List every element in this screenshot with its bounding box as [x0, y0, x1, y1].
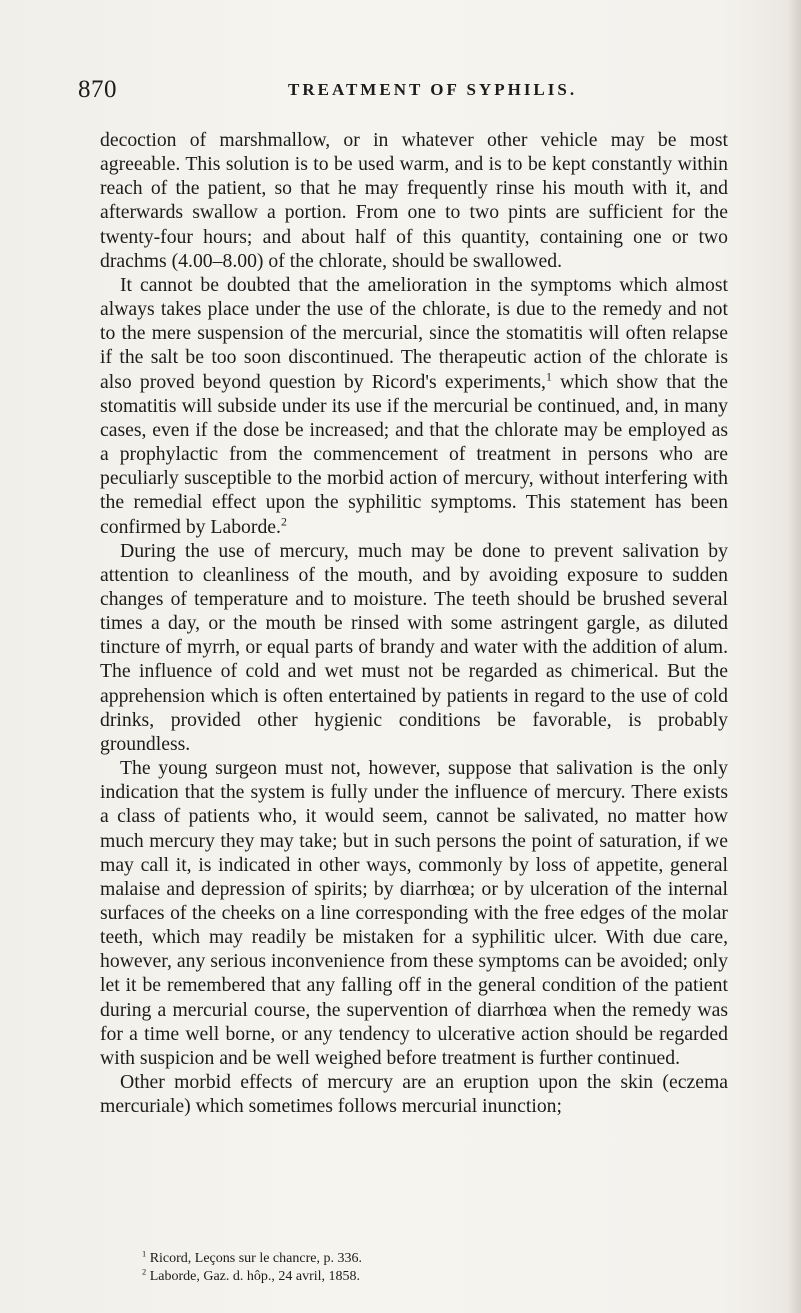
footnote-marker: 1 — [142, 1249, 147, 1259]
page-edge-shadow — [787, 0, 801, 1313]
running-head: TREATMENT OF SYPHILIS. — [288, 80, 578, 99]
paragraph — [100, 273, 728, 539]
footnote-ref: 2 — [280, 513, 287, 528]
paragraph-text: which show that the stomatitis will subside under its use if the mercurial be continued, and, in many cases, even if the dose be increased; and that the chlorate may be employed as a prophylactic from the commencement of treatment in persons who are peculiarly susceptible to the morbid action of mercury, without interfering with the remedial effect upon the syphilitic symptoms. This statement has been confirmed by Laborde. — [100, 370, 728, 538]
footnote-text: Ricord, Leçons sur le chancre, p. 336. — [146, 1251, 362, 1266]
page-number: 870 — [78, 76, 117, 103]
footnote-ref: 1 — [545, 369, 552, 383]
page-header — [78, 76, 718, 112]
paragraph: Other morbid effects of mercury are an eruption upon the skin (eczema mercuriale) which sometimes follows mercurial inunction; — [100, 1071, 728, 1118]
footnote — [142, 1268, 728, 1286]
paragraph: During the use of mercury, much may be done to prevent salivation by attention to cleanliness of the mouth, and by avoiding exposure to sudden changes of temperature and to moisture. The teeth should be brushed several times a day, or the mouth be rinsed with some astringent gargle, as diluted tincture of myrrh, or equal parts of brandy and water with the addition of alum. The influence of cold and wet must not be regarded as chimerical. But the apprehension which is often entertained by patients in regard to the use of cold drinks, provided other hygienic conditions be favorable, is probably groundless. — [100, 539, 728, 755]
paragraph: decoction of marshmallow, or in whatever other vehicle may be most agreeable. This solution is to be used warm, and is to be kept constantly within reach of the patient, so that he may frequently rinse his mouth with it, and afterwards swallow a portion. From one to two pints are sufficient for the twenty-four hours; and about half of this quantity, containing one or two drachms (4.00–8.00) of the chlorate, should be swallowed. — [100, 129, 728, 272]
footnotes — [100, 1250, 728, 1286]
footnote-text: Laborde, Gaz. d. hôp., 24 avril, 1858. — [146, 1269, 361, 1284]
body-text — [100, 128, 728, 1118]
footnote — [142, 1250, 728, 1268]
paragraph: The young surgeon must not, however, suppose that salivation is the only indication that the system is fully under the influence of mercury. There exists a class of patients who, it would seem, cannot be salivated, no matter how much mercury they may take; but in such persons the point of saturation, if we may call it, is indicated in other ways, commonly by loss of appetite, general malaise and depression of spirits; by diarrhœa; or by ulceration of the internal surfaces of the cheeks on a line corresponding with the free edges of the molar teeth, which may readily be mistaken for a syphilitic ulcer. With due care, however, any serious inconvenience from these symptoms can be avoided; only let it be remembered that any falling off in the general condition of the patient during a mercurial course, the supervention of diarrhœa when the remedy was for a time well borne, or any tendency to ulcerative action should be regarded with suspicion and be well weighed before treatment is further continued. — [100, 757, 728, 1069]
footnote-marker: 2 — [142, 1267, 147, 1277]
paragraph-text: It cannot be doubted that the amelioration in the symptoms which almost always takes place under the use of the chlorate, is due to the remedy and not to the mere suspension of the mercurial, since the stomatitis will often relapse if the salt be too soon discontinued. The therapeutic action of the chlorate is also proved beyond question by Ricord's experiments, — [100, 273, 728, 393]
